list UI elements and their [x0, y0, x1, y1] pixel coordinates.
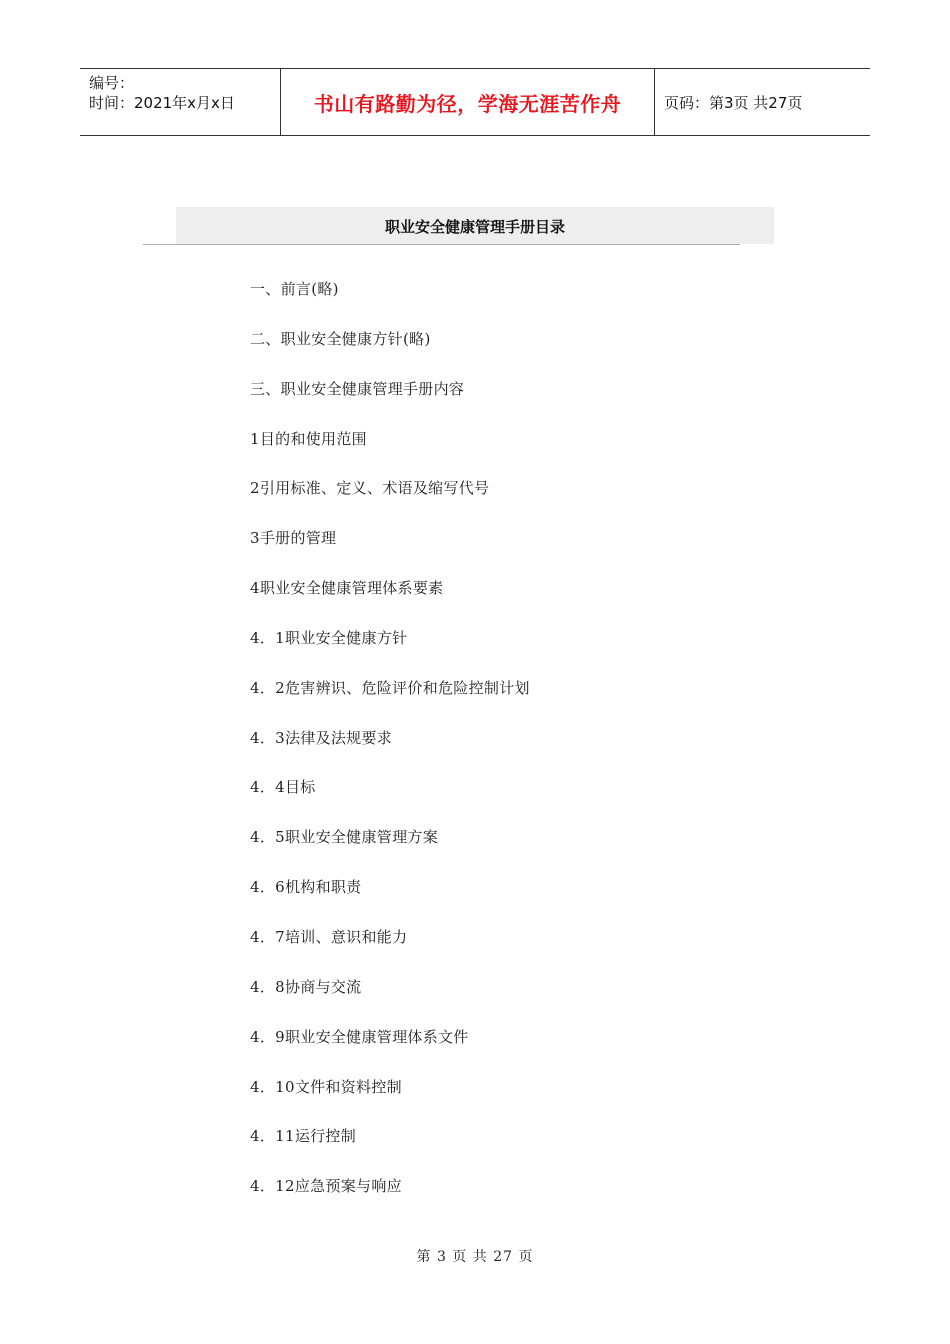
- toc-item: 4．10文件和资料控制: [250, 1077, 402, 1096]
- toc-item: 4职业安全健康管理体系要素: [250, 579, 444, 598]
- header-page-cell: [655, 69, 870, 135]
- toc-item: 1目的和使用范围: [250, 429, 367, 448]
- toc-item: 4．9职业安全健康管理体系文件: [250, 1027, 469, 1046]
- toc-item: 4．8协商与交流: [250, 977, 362, 996]
- document-number-label: 编号：: [89, 74, 135, 92]
- toc-item: 4．7培训、意识和能力: [250, 927, 408, 946]
- document-title-bar: [176, 207, 774, 244]
- toc-item: 4．3法律及法规要求: [250, 728, 393, 747]
- table-of-contents: [250, 276, 530, 1223]
- header-motto-cell: [281, 69, 655, 135]
- toc-item: 4．1职业安全健康方针: [250, 628, 408, 647]
- toc-item: 3手册的管理: [250, 529, 337, 548]
- document-title: 职业安全健康管理手册目录: [384, 218, 565, 236]
- toc-item: 一、前言(略): [250, 280, 339, 298]
- toc-item: 4．12应急预案与响应: [250, 1177, 402, 1196]
- header-page-info: 页码：第3页 共27页: [664, 93, 803, 112]
- header-motto: 书山有路勤为径，学海无涯苦作舟: [313, 91, 622, 116]
- footer-page-number: 第 3 页 共 27 页: [416, 1249, 534, 1265]
- toc-item: 4．2危害辨识、危险评价和危险控制计划: [250, 678, 530, 697]
- toc-item: 4．5职业安全健康管理方案: [250, 828, 438, 847]
- toc-item: 4．11运行控制: [250, 1127, 357, 1146]
- page-header: [80, 68, 870, 136]
- page-footer: [0, 1246, 950, 1266]
- title-divider: [143, 244, 740, 245]
- document-time-label: 时间：2021年x月x日: [89, 94, 235, 112]
- toc-item: 4．6机构和职责: [250, 878, 362, 897]
- header-meta-cell: [80, 69, 281, 135]
- toc-item: 4．4目标: [250, 778, 316, 797]
- toc-item: 三、职业安全健康管理手册内容: [250, 379, 465, 398]
- toc-item: 二、职业安全健康方针(略): [250, 329, 431, 348]
- toc-item: 2引用标准、定义、术语及缩写代号: [250, 479, 490, 498]
